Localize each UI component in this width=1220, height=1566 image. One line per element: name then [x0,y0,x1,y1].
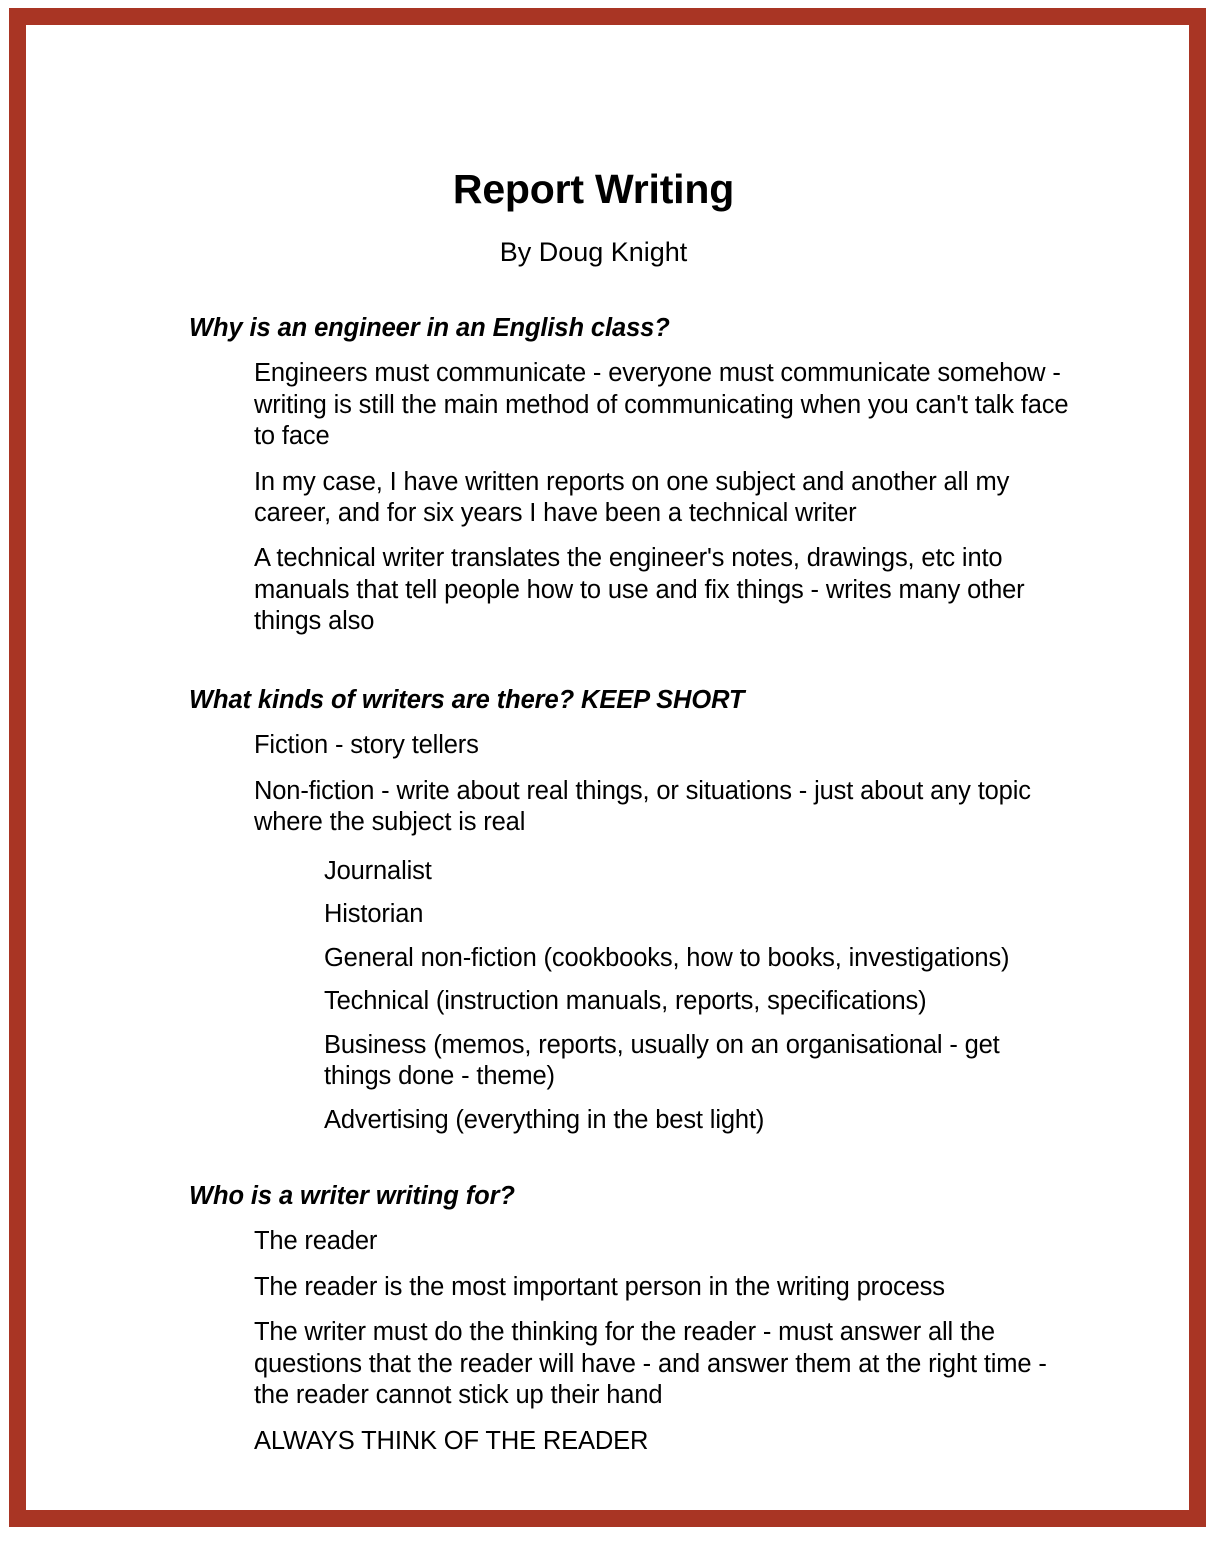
body-paragraph: Non-fiction - write about real things, or situations - just about any topic where the subject is real [254,776,1031,837]
document-sheet [26,25,1189,1510]
page-border-frame [9,8,1206,1527]
body-paragraph: The reader is the most important person in the writing process [254,1272,945,1301]
list-item: General non-fiction (cookbooks, how to books, investigations) [324,943,1010,972]
author-byline: By Doug Knight [499,237,688,268]
body-paragraph: The reader [254,1227,378,1256]
section-heading: Why is an engineer in an English class? [189,313,670,342]
section-heading: Who is a writer writing for? [189,1182,515,1211]
body-paragraph: The writer must do the thinking for the reader - must answer all the questions that the reader will have - and answer them at the right time - the reader cannot stick up their hand [254,1318,1047,1410]
body-paragraph: In my case, I have written reports on one subject and another all my career, and for six years I have been a technical writer [254,467,1010,527]
list-item: Historian [324,900,424,929]
body-paragraph: A technical writer translates the engineer's notes, drawings, etc into manuals that tell people how to use and fix things - writes many other things also [254,544,1025,636]
list-item: Business (memos, reports, usually on an organisational - get things done - theme) [324,1030,1000,1091]
list-item: Advertising (everything in the best light) [324,1105,765,1134]
section-kinds-of-writers [26,638,1189,1136]
body-paragraph: Engineers must communicate - everyone must communicate somehow - writing is still the main method of communicating when you can't talk face to face [254,359,1069,451]
document-content [26,25,1189,1457]
page-title: Report Writing [452,166,735,212]
section-why-engineer [26,268,1189,638]
body-paragraph: Fiction - story tellers [254,731,479,760]
body-paragraph: ALWAYS THINK OF THE READER [254,1426,649,1455]
list-item: Technical (instruction manuals, reports, specifications) [324,987,927,1016]
section-heading: What kinds of writers are there? KEEP SHORT [189,685,745,714]
section-who-writing-for [26,1136,1189,1457]
list-item: Journalist [324,856,432,885]
